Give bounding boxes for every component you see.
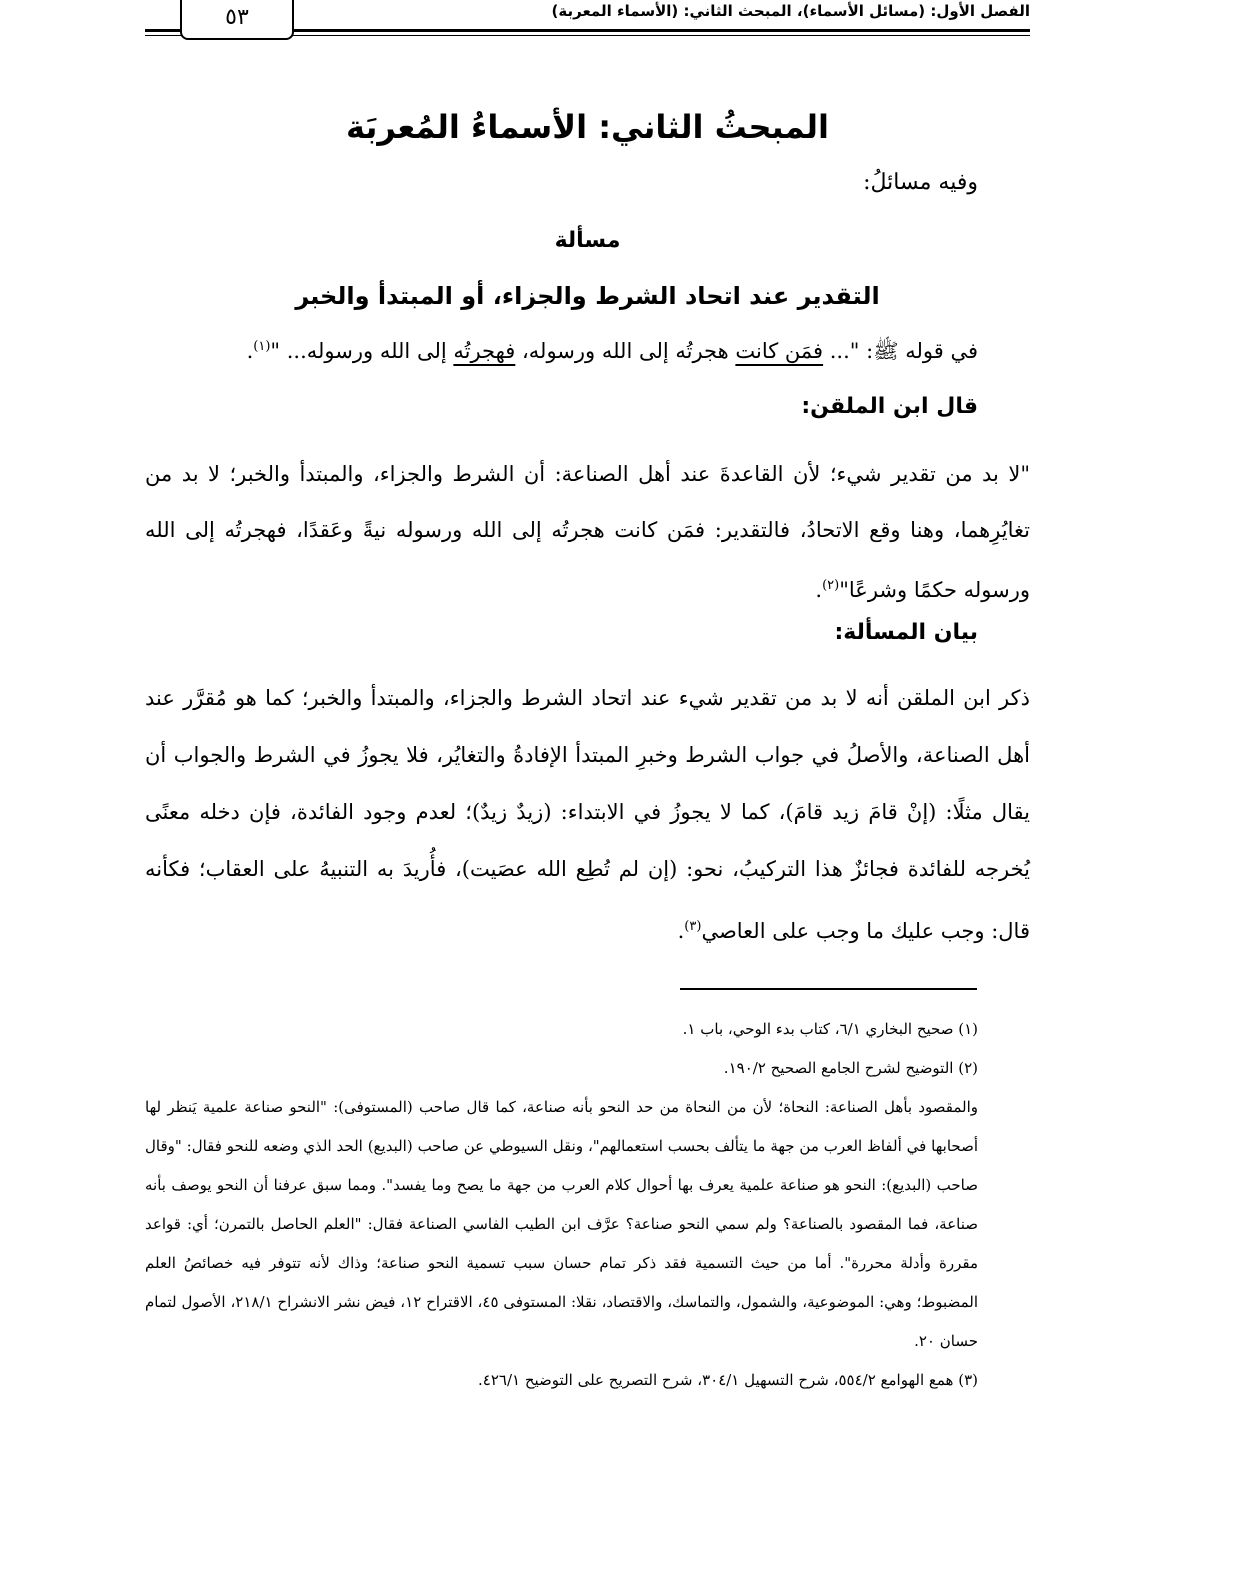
footnotes xyxy=(145,1010,978,1400)
hadith-end: . xyxy=(246,339,254,363)
footnote-ref-2: (٢) xyxy=(822,578,840,593)
hadith-suffix: إلى الله ورسوله... " xyxy=(270,339,454,363)
explanation-text: ذكر ابن الملقن أنه لا بد من تقدير شيء عند اتحاد الشرط والجزاء، والمبتدأ والخبر؛ كما هو مُقرَّر عند أهل الصناعة، والأصلُ في جواب الشرط وخبرِ المبتدأ الإفادةُ والتغايُر، فلا يجوزُ في الشرط والجواب أن يقال مثلًا: (إنْ قامَ زيد قامَ)، كما لا يجوزُ في الابتداء: (زيدٌ زيدٌ)؛ لعدم وجود الفائدة، فإن دخله معنًى يُخرجه للفائدة فجائزٌ هذا التركيبُ، نحو: (إن لم تُطِع الله عصَيت)، فأُريدَ به التنبيهُ على العقاب؛ فكأنه قال: وجب عليك ما وجب على العاصي xyxy=(145,686,1030,943)
footnote-ref-3: (٣) xyxy=(684,919,702,934)
hadith-prefix: في قوله ﷺ: "... xyxy=(823,339,978,363)
hadith-middle: هجرتُه إلى الله ورسوله، xyxy=(515,339,736,363)
running-header: الفصل الأول: (مسائل الأسماء)، المبحث الثاني: (الأسماء المعربة) xyxy=(551,2,1030,20)
hadith-quote xyxy=(118,338,978,369)
quote-text: "لا بد من تقدير شيء؛ لأن القاعدةَ عند أهل الصناعة: أن الشرط والجزاء، والمبتدأ والخبر؛ لا بد من تغايُرِهما، وهنا وقع الاتحادُ، فالتقدير: فمَن كانت هجرتُه إلى الله ورسوله نيةً وعَقدًا، فهجرتُه إلى الله ورسوله حكمًا وشرعًا" xyxy=(145,462,1030,602)
footnote-ref-1: (١) xyxy=(253,339,271,354)
footnote-2-continuation: والمقصود بأهل الصناعة: النحاة؛ لأن من النحاة من حد النحو بأنه صناعة، كما قال صاحب (المستوفى): "النحو صناعة علمية يَنظر لها أصحابها في ألفاظ العرب من جهة ما يتألف بحسب استعمالهم"، ونقل السيوطي عن صاحب (البديع) الحد الذي وضعه للنحو فقال: "وقال صاحب (البديع): النحو هو صناعة علمية يعرف بها أحوال كلام العرب من جهة ما يصح وما يفسد". ومما سبق عرفنا أن النحو يوصف بأنه صناعة، فما المقصود بالصناعة؟ ولم سمي النحو صناعة؟ عرَّف ابن الطيب الفاسي الصناعة فقال: "العلم الحاصل بالتمرن؛ أي: قواعد مقررة وأدلة محررة". أما من حيث التسمية فقد ذكر تمام حسان سبب تسمية النحو صناعة؛ وذاك لأنه تتوفر فيه خصائصُ العلم المضبوط؛ وهي: الموضوعية، والشمول، والتماسك، والاقتصاد، نقلا: المستوفى ٤٥، الاقتراح ١٢، فيض نشر الانشراح ٢١٨/١، الأصول لتمام حسان ٢٠. xyxy=(145,1098,978,1350)
explanation-end: . xyxy=(677,919,685,943)
quote-end: . xyxy=(815,578,823,602)
section-heading-explain: بيان المسألة: xyxy=(834,620,978,645)
footnote-separator xyxy=(680,988,977,990)
explanation-paragraph xyxy=(145,670,1030,960)
page-title: المبحثُ الثاني: الأسماءُ المُعربَة xyxy=(345,108,830,146)
hadith-underlined-2: فهجرتُه xyxy=(453,339,516,363)
issue-title: التقدير عند اتحاد الشرط والجزاء، أو المبتدأ والخبر xyxy=(295,282,880,310)
intro-text: وفيه مسائلُ: xyxy=(863,170,978,195)
footnote-2: (٢) التوضيح لشرح الجامع الصحيح ١٩٠/٢. xyxy=(723,1059,978,1077)
footnote-1: (١) صحيح البخاري ٦/١، كتاب بدء الوحي، باب ١. xyxy=(682,1020,978,1038)
footnote-3: (٣) همع الهوامع ٥٥٤/٢، شرح التسهيل ٣٠٤/١، شرح التصريح على التوضيح ٤٢٦/١. xyxy=(478,1371,978,1389)
hadith-underlined-1: فمَن كانت xyxy=(735,339,824,363)
page-number: ٥٣ xyxy=(180,0,294,40)
quote-paragraph xyxy=(145,446,1030,618)
issue-label: مسألة xyxy=(554,228,621,253)
section-heading-said: قال ابن الملقن: xyxy=(801,394,978,419)
